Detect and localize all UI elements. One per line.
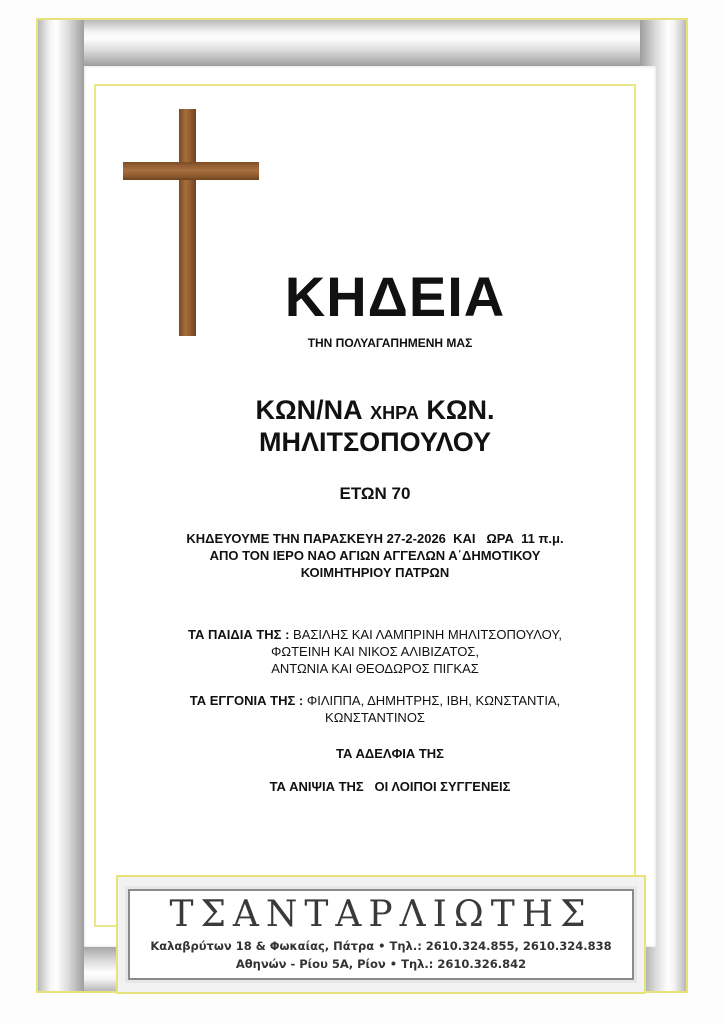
children-line: ΦΩΤΕΙΝΗ ΚΑΙ ΝΙΚΟΣ ΑΛΙΒΙΖΑΤΟΣ, (271, 644, 479, 659)
children-section (94, 626, 636, 677)
children-line: ΑΝΤΩΝΙΑ ΚΑΙ ΘΕΟΔΩΡΟΣ ΠΙΓΚΑΣ (271, 661, 479, 676)
deceased-surname: ΜΗΛΙΤΣΟΠΟΥΛΟΥ (258, 427, 492, 457)
deceased-relation: ΧΗΡΑ (370, 403, 419, 423)
funeral-date-time: ΚΗΔΕΥΟΥΜΕ ΤΗΝ ΠΑΡΑΣΚΕΥΗ 27-2-2026 ΚΑΙ ΩΡΑ 11 π.μ. (186, 531, 564, 546)
grandchildren-section (94, 692, 636, 726)
grandchildren-label: ΤΑ ΕΓΓΟΝΙΑ ΤΗΣ : (189, 693, 304, 708)
grandchildren-line: ΦΙΛΙΠΠΑ, ΔΗΜΗΤΡΗΣ, ΙΒΗ, ΚΩΝΣΤΑΝΤΙΑ, (306, 693, 561, 708)
children-line: ΒΑΣΙΛΗΣ ΚΑΙ ΛΑΜΠΡΙΝΗ ΜΗΛΙΤΣΟΠΟΥΛΟΥ, (293, 627, 562, 642)
deceased-age: ΕΤΩΝ 70 (339, 484, 411, 503)
notice-title: ΚΗΔΕΙΑ (284, 265, 506, 328)
deceased-spouse: ΚΩΝ. (426, 395, 495, 425)
funeral-home-logo-inner (128, 889, 634, 980)
deceased-name-line (94, 395, 636, 428)
funeral-home-name: ΤΣΑΝΤΑΡΛΙΩΤΗΣ (169, 894, 593, 935)
nieces-relatives-line: ΤΑ ΑΝΙΨΙΑ ΤΗΣ ΟΙ ΛΟΙΠΟΙ ΣΥΓΓΕΝΕΙΣ (269, 779, 511, 794)
funeral-cemetery: ΚΟΙΜΗΤΗΡΙΟΥ ΠΑΤΡΩΝ (300, 565, 450, 580)
notice-subtitle: ΤΗΝ ΠΟΛΥΑΓΑΠΗΜΕΝΗ ΜΑΣ (307, 336, 473, 350)
funeral-home-address-2: Αθηνών - Ρίου 5Α, Ρίον • Τηλ.: 2610.326.842 (235, 957, 527, 971)
funeral-home-logo-box (116, 875, 646, 994)
inner-gold-border (94, 84, 636, 927)
siblings-line: ΤΑ ΑΔΕΛΦΙΑ ΤΗΣ (336, 746, 444, 761)
cross-horizontal-beam (123, 162, 259, 180)
grandchildren-line: ΚΩΝΣΤΑΝΤΙΝΟΣ (325, 710, 425, 725)
funeral-details (94, 530, 636, 581)
funeral-home-address-1: Καλαβρύτων 18 & Φωκαίας, Πάτρα • Τηλ.: 2610.324.855, 2610.324.838 (150, 939, 612, 953)
funeral-church: ΑΠΟ ΤΟΝ ΙΕΡΟ ΝΑΟ ΑΓΙΩΝ ΑΓΓΕΛΩΝ Α΄ΔΗΜΟΤΙΚΟΥ (209, 548, 541, 563)
deceased-first-name: ΚΩΝ/ΝΑ (255, 395, 363, 425)
children-label: ΤΑ ΠΑΙΔΙΑ ΤΗΣ : (188, 627, 290, 642)
